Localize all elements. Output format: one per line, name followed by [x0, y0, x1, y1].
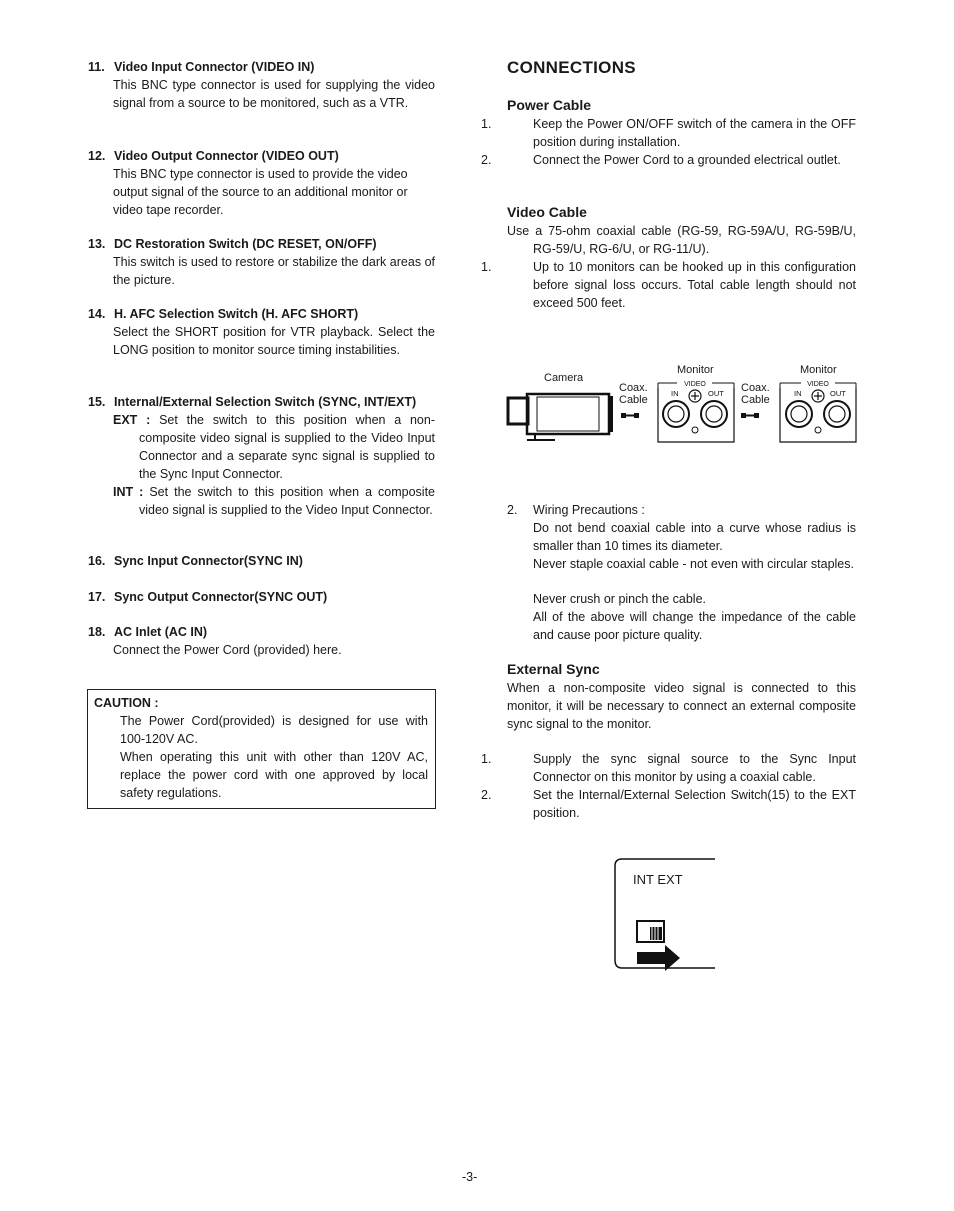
coax-label-1: Coax.	[619, 382, 648, 394]
item-14-body: Select the SHORT position for VTR playback. Select the LONG position to monitor source timing instabilities.	[113, 325, 435, 357]
coax-connector-2-icon	[741, 413, 759, 418]
arrow-right-icon	[637, 945, 680, 971]
wiring-line-3: Never crush or pinch the cable.	[533, 592, 707, 606]
item-13-body: This switch is used to restore or stabilize the dark areas of the picture.	[113, 255, 435, 287]
item-15-ext: EXT : Set the switch to this position when a non-composite video signal is supplied to the Video Input Connector and a separate sync signal is supplied to the Sync Input Connector.	[113, 413, 436, 481]
item-12-title: 12. Video Output Connector (VIDEO OUT)	[88, 149, 339, 163]
page-number: -3-	[462, 1170, 478, 1184]
item-11-body: This BNC type connector is used for supplying the video signal from a source to be monitored, such as a VTR.	[113, 78, 435, 110]
item-15-title: 15. Internal/External Selection Switch (SYNC, INT/EXT)	[88, 395, 417, 409]
cable-label-2: Cable	[741, 394, 770, 406]
wiring-title: 2. Wiring Precautions :	[507, 503, 645, 517]
camera-icon	[508, 394, 613, 440]
caution-box	[87, 689, 436, 809]
cable-label-1: Cable	[619, 394, 648, 406]
monitor-label-2: Monitor	[800, 364, 837, 376]
monitor-label-1: Monitor	[677, 364, 714, 376]
coax-label-2: Coax.	[741, 382, 770, 394]
connection-diagram	[505, 362, 865, 447]
diagram-svg	[505, 362, 865, 447]
monitor-2-panel-icon	[780, 381, 856, 442]
connections-heading: CONNECTIONS	[507, 58, 636, 77]
monitor-1-panel-icon	[658, 381, 734, 442]
external-sync-intro: When a non-composite video signal is connected to this monitor, it will be necessary to connect an external composite sync signal to the monitor.	[507, 681, 856, 731]
power-cable-item-1: 1. Keep the Power ON/OFF switch of the camera in the OFF position during installation.	[481, 117, 856, 149]
item-18-body: Connect the Power Cord (provided) here.	[113, 643, 342, 657]
wiring-line-4: All of the above will change the impedance of the cable and cause poor picture quality.	[533, 610, 856, 642]
monitor-2-video-label: VIDEO	[807, 381, 829, 388]
monitor-1-video-label: VIDEO	[684, 381, 706, 388]
item-11-title: 11. Video Input Connector (VIDEO IN)	[88, 60, 315, 74]
monitor-1-out-label: OUT	[708, 389, 724, 398]
item-18-title: 18. AC Inlet (AC IN)	[88, 625, 208, 639]
monitor-1-in-label: IN	[671, 389, 679, 398]
video-cable-item-1: 1. Up to 10 monitors can be hooked up in this configuration before signal loss occurs. Total cable length should not exceed 500 feet.	[481, 260, 856, 310]
power-cable-item-2: 2. Connect the Power Cord to a grounded electrical outlet.	[481, 153, 841, 167]
int-ext-switch-diagram	[612, 857, 717, 972]
external-sync-item-2: 2. Set the Internal/External Selection Switch(15) to the EXT position.	[481, 788, 856, 820]
caution-title: CAUTION :	[94, 696, 159, 710]
item-15-int: INT : Set the switch to this position when a composite video signal is supplied to the Video Input Connector.	[113, 485, 435, 517]
external-sync-item-1: 1. Supply the sync signal source to the Sync Input Connector on this monitor by using a coaxial cable.	[481, 752, 856, 784]
caution-p2: When operating this unit with other than 120V AC, replace the power cord with one approved by local safety regulations.	[120, 750, 428, 800]
external-sync-title: External Sync	[507, 661, 600, 677]
item-13-title: 13. DC Restoration Switch (DC RESET, ON/OFF)	[88, 237, 377, 251]
caution-p1: The Power Cord(provided) is designed for use with 100-120V AC.	[120, 714, 428, 746]
coax-connector-1-icon	[621, 413, 639, 418]
monitor-2-out-label: OUT	[830, 389, 846, 398]
item-12-body: This BNC type connector is used to provide the video output signal of the source to an additional monitor or video tape recorder.	[113, 167, 408, 217]
power-cable-title: Power Cable	[507, 97, 592, 113]
video-cable-title: Video Cable	[507, 204, 587, 220]
item-17-title: 17. Sync Output Connector(SYNC OUT)	[88, 590, 328, 604]
monitor-2-in-label: IN	[794, 389, 802, 398]
wiring-line-2: Never staple coaxial cable - not even with circular staples.	[533, 557, 854, 571]
item-16-title: 16. Sync Input Connector(SYNC IN)	[88, 554, 303, 568]
slide-switch-icon	[637, 921, 664, 942]
item-14-title: 14. H. AFC Selection Switch (H. AFC SHORT)	[88, 307, 359, 321]
video-cable-intro: Use a 75-ohm coaxial cable (RG-59, RG-59A/U, RG-59B/U, RG-59/U, RG-6/U, or RG-11/U).	[507, 224, 856, 256]
int-ext-label: INT EXT	[633, 872, 683, 887]
camera-label: Camera	[544, 372, 584, 384]
wiring-line-1: Do not bend coaxial cable into a curve whose radius is smaller than 10 times its diameter.	[533, 521, 856, 553]
